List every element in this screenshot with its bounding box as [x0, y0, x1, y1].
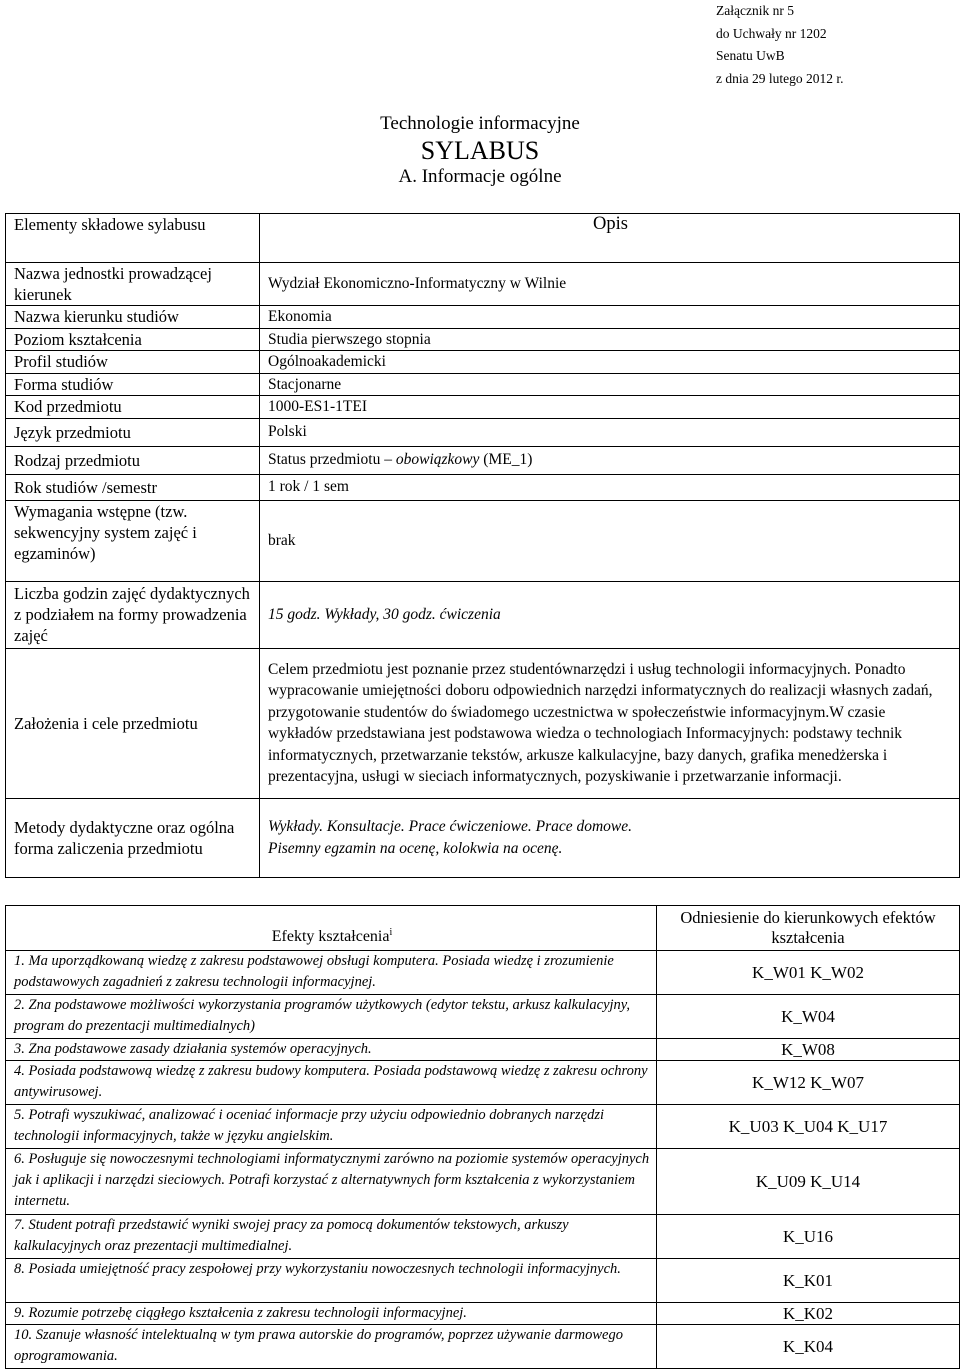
- outcome-code: K_K01: [657, 1259, 960, 1303]
- table-row: [6, 798, 960, 877]
- row-label: Forma studiów: [6, 373, 260, 396]
- outcome-text: 7. Student potrafi przedstawić wyniki swojej pracy za pomocą dokumentów tekstowych, arkuszy kalkulacyjnych oraz prezentacji multimedialnej.: [6, 1215, 657, 1259]
- document-title: SYLABUS: [420, 136, 540, 165]
- table-row: [6, 328, 960, 351]
- outcome-text: 3. Zna podstawowe zasady działania systemów operacyjnych.: [6, 1039, 657, 1061]
- row-label: Język przedmiotu: [6, 418, 260, 446]
- outcome-code: K_K04: [657, 1325, 960, 1369]
- table-row: [6, 500, 960, 581]
- header-cell: [6, 906, 657, 951]
- outcome-code: K_W01 K_W02: [657, 951, 960, 995]
- row-value: brak: [260, 500, 960, 581]
- methods-line: Pisemny egzamin na ocenę, kolokwia na ocenę.: [268, 839, 563, 857]
- row-value: Wydział Ekonomiczno-Informatyczny w Wilnie: [260, 263, 960, 306]
- methods-line: Wykłady. Konsultacje. Prace ćwiczeniowe. Prace domowe.: [268, 818, 633, 835]
- header-cell: [260, 214, 960, 263]
- row-value: [260, 446, 960, 474]
- row-label: Rodzaj przedmiotu: [6, 446, 260, 474]
- row-label: Profil studiów: [6, 351, 260, 374]
- outcome-code: K_K02: [657, 1303, 960, 1325]
- table-row: [6, 1105, 960, 1149]
- row-label: Poziom kształcenia: [6, 328, 260, 351]
- row-value: Stacjonarne: [260, 373, 960, 396]
- row-label: Kod przedmiotu: [6, 396, 260, 419]
- row-label: Nazwa kierunku studiów: [6, 306, 260, 329]
- outcome-code: K_W04: [657, 995, 960, 1039]
- opis-header: Opis: [593, 214, 628, 234]
- table-row: [6, 648, 960, 798]
- table-row: [6, 581, 960, 648]
- row-label: Metody dydaktyczne oraz ogólna forma zaliczenia przedmiotu: [6, 798, 260, 877]
- outcome-text: 1. Ma uporządkowaną wiedzę z zakresu podstawowej obsługi komputera. Posiada wiedzę i zrozumienie podstawowych zagadnień z zakresu technologii informacyjnej.: [6, 951, 657, 995]
- section-title: A. Informacje ogólne: [398, 166, 562, 187]
- table-row: [6, 951, 960, 995]
- row-label: Nazwa jednostki prowadzącej kierunek: [6, 263, 260, 306]
- row-label: Założenia i cele przedmiotu: [6, 648, 260, 798]
- outcome-code: K_U16: [657, 1215, 960, 1259]
- table-row: [6, 906, 960, 951]
- learning-outcomes-table: [5, 905, 960, 1369]
- row-value: [260, 798, 960, 877]
- table-row: [6, 1303, 960, 1325]
- table-row: [6, 1325, 960, 1369]
- outcome-code: K_U09 K_U14: [657, 1149, 960, 1215]
- annex-line: z dnia 29 lutego 2012 r.: [716, 70, 844, 86]
- annex-line: do Uchwały nr 1202: [716, 25, 827, 41]
- table-row: [6, 1215, 960, 1259]
- table-row: [6, 1039, 960, 1061]
- table-row: [6, 995, 960, 1039]
- table-row: [6, 306, 960, 329]
- table-row: [6, 418, 960, 446]
- status-value: obowiązkowy: [395, 451, 480, 469]
- table-row: [6, 474, 960, 500]
- row-value: Polski: [260, 418, 960, 446]
- row-value: 1000-ES1-1TEI: [260, 396, 960, 419]
- row-value: Celem przedmiotu jest poznanie przez studentównarzędzi i usług technologii informacyjnych. Ponadto wypracowanie umiejętności doboru odpowiednich narzędzi informatycznych do realizacji własnych zadań, przygotowanie studentów do świadomego uczestnictwa w społeczeństwie informacyjnym.W czasie wykładów przedstawiana jest podstawowa wiedza o technologiach Informacyjnych: podstawy technik informatycznych, przetwarzanie tekstów, arkusze kalkulacyjne, bazy danych, grafika menedżerska i prezentacyjna, usługi w sieciach informatycznych, pozyskiwanie i przetwarzanie informacji.: [260, 648, 960, 798]
- row-label: Rok studiów /semestr: [6, 474, 260, 500]
- outcome-text: 5. Potrafi wyszukiwać, analizować i oceniać informacje przy użyciu odpowiednio dobranych narzędzi technologii informacyjnych, także w języku angielskim.: [6, 1105, 657, 1149]
- table-row: [6, 263, 960, 306]
- row-value: Ekonomia: [260, 306, 960, 329]
- header-cell: Elementy składowe sylabusu: [6, 214, 260, 263]
- annex-line: Senatu UwB: [716, 48, 785, 63]
- outcome-code: K_U03 K_U04 K_U17: [657, 1105, 960, 1149]
- outcome-code: K_W08: [657, 1039, 960, 1061]
- row-label: Wymagania wstępne (tzw. sekwencyjny system zajęć i egzaminów): [6, 500, 260, 581]
- status-code: (ME_1): [479, 451, 533, 469]
- table-row: [6, 396, 960, 419]
- header-cell: Odniesienie do kierunkowych efektów kształcenia: [657, 906, 960, 951]
- table-row: [6, 1259, 960, 1303]
- annex-note: [716, 0, 843, 90]
- outcome-text: 4. Posiada podstawową wiedzę z zakresu budowy komputera. Posiada podstawową wiedzę z zakresu ochrony antywirusowej.: [6, 1061, 657, 1105]
- row-value: 15 godz. Wykłady, 30 godz. ćwiczenia: [260, 581, 960, 648]
- row-label: Liczba godzin zajęć dydaktycznych z podziałem na formy prowadzenia zajęć: [6, 581, 260, 648]
- outcome-text: 2. Zna podstawowe możliwości wykorzystania programów użytkowych (edytor tekstu, arkusz kalkulacyjny, program do prezentacji multimedialnych): [6, 995, 657, 1039]
- general-info-table: [5, 213, 960, 878]
- table-row: [6, 373, 960, 396]
- effects-header: Efekty kształcenia: [271, 928, 390, 945]
- outcome-text: 10. Szanuje własność intelektualną w tym prawa autorskie do programów, poprzez używanie darmowego oprogramowania.: [6, 1325, 657, 1369]
- row-value: Ogólnoakademicki: [260, 351, 960, 374]
- outcome-text: 8. Posiada umiejętność pracy zespołowej przy wykorzystaniu nowoczesnych technologii informacyjnych.: [6, 1259, 657, 1303]
- footnote-mark: i: [389, 927, 393, 939]
- table-row: [6, 1149, 960, 1215]
- subject-title: Technologie informacyjne: [380, 113, 580, 134]
- table-row: [6, 351, 960, 374]
- table-row: [6, 214, 960, 263]
- row-value: 1 rok / 1 sem: [260, 474, 960, 500]
- outcome-text: 9. Rozumie potrzebę ciągłego kształcenia z zakresu technologii informacyjnej.: [6, 1303, 657, 1325]
- table-row: [6, 1061, 960, 1105]
- outcome-text: 6. Posługuje się nowoczesnymi technologiami informatycznymi zarówno na poziomie systemów operacyjnych jak i aplikacji i narzędzi sieciowych. Potrafi korzystać z alternatywnych form kształcenia z wykorzystaniem internetu.: [6, 1149, 657, 1215]
- row-value: Studia pierwszego stopnia: [260, 328, 960, 351]
- status-prefix: Status przedmiotu –: [268, 451, 396, 469]
- table-row: [6, 446, 960, 474]
- annex-line: Załącznik nr 5: [716, 3, 794, 18]
- outcome-code: K_W12 K_W07: [657, 1061, 960, 1105]
